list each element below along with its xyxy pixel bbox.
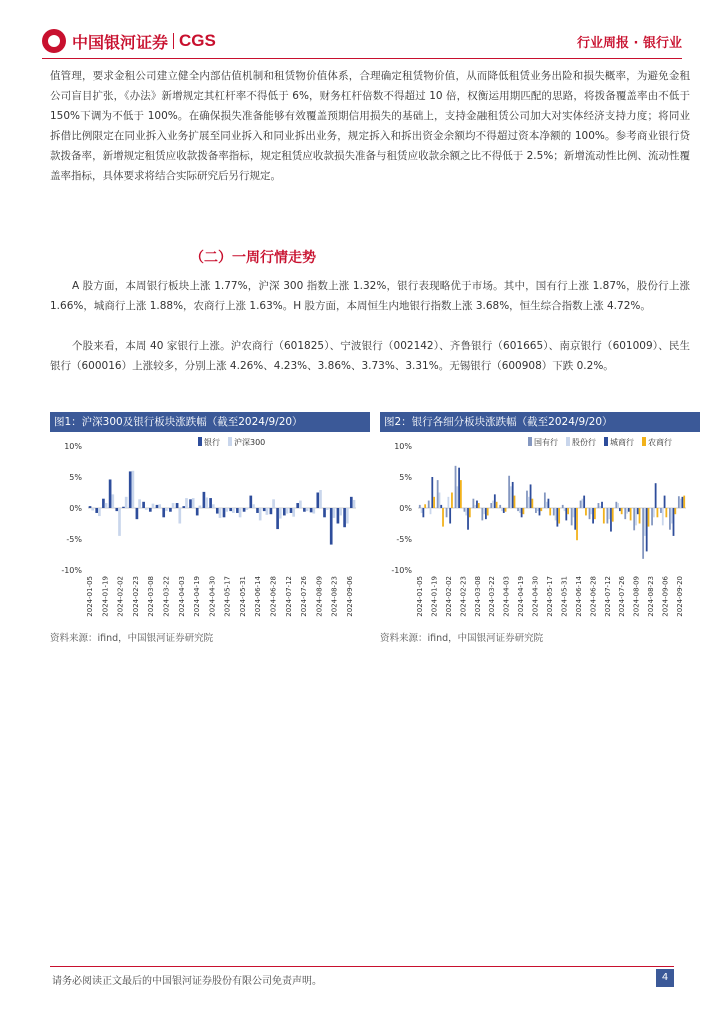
chart-2-ytick-label: -10% (391, 566, 412, 575)
chart-2-bar (478, 503, 480, 508)
chart-2-bar (660, 508, 662, 513)
chart-1-bar (165, 508, 168, 511)
chart-2-bar (612, 508, 614, 522)
chart-2-xtick-label: 2024-08-23 (647, 576, 656, 617)
chart-1-bar (350, 497, 353, 508)
chart-1-bar (118, 508, 121, 536)
chart-2-bar (421, 508, 423, 513)
chart-1-bar (209, 498, 212, 508)
chart-2-xtick-label: 2024-02-02 (444, 576, 453, 617)
chart-2-bar (467, 508, 469, 530)
chart-2-xtick-label: 2024-07-26 (618, 576, 627, 617)
chart-2-bar (490, 503, 492, 508)
chart-1-bar (353, 500, 356, 508)
chart-2-bar (624, 508, 626, 519)
chart-1-bar (243, 508, 246, 512)
chart-1-bar (142, 502, 145, 508)
chart-2-plot (380, 432, 700, 628)
logo-en-text: CGS (179, 31, 216, 50)
chart-2-bar (487, 508, 489, 515)
chart-2-legend-swatch (566, 437, 570, 446)
chart-1-bar (199, 506, 202, 508)
chart-1-xtick-label: 2024-01-05 (86, 576, 94, 617)
chart-2-bar (669, 508, 671, 530)
chart-2-xtick-label: 2024-04-03 (502, 576, 511, 617)
chart-2-bar (680, 499, 682, 508)
chart-1-xtick-label: 2024-04-03 (177, 576, 186, 617)
body-paragraph-2: A 股方面，本周银行板块上涨 1.77%，沪深 300 指数上涨 1.32%，银行表现略优于市场。其中，国有行上涨 1.87%，股份行上涨 1.66%，城商行上涨 1.88%，农商行上涨 1.63%。H 股方面，本周恒生内地银行指数上涨 3.68%，恒生综合指数上涨 4.72%。 (50, 280, 690, 312)
logo-mark-icon (42, 29, 66, 53)
chart-2-bar (528, 497, 530, 508)
chart-2-bar (633, 508, 635, 530)
chart-1-bar (245, 508, 248, 510)
chart-2-bar (531, 499, 533, 508)
chart-1-xtick-label: 2024-07-12 (284, 576, 293, 617)
chart-2-bar (505, 508, 507, 512)
chart-1-bar (229, 508, 232, 511)
chart-2-bar (544, 493, 546, 509)
chart-1-bar (303, 508, 306, 512)
chart-2-legend-label: 城商行 (610, 438, 634, 447)
chart-2-bar (548, 499, 550, 508)
chart-2-bar (567, 508, 569, 514)
chart-2-bar (437, 480, 439, 508)
chart-2-bar (539, 508, 541, 515)
chart-1-bar (203, 492, 206, 508)
chart-2-title: 图2：银行各细分板块涨跌幅（截至2024/9/20） (380, 412, 700, 432)
chart-2-xtick-label: 2024-03-08 (473, 576, 482, 617)
chart-1-bar (270, 508, 273, 514)
chart-1-bar (136, 508, 139, 519)
chart-2-xtick-label: 2024-09-20 (676, 576, 684, 617)
chart-2-bar (512, 482, 514, 508)
chart-2-bar (635, 508, 637, 525)
body-paragraph-1: 值管理，要求金租公司建立健全内部估值机制和租赁物价值体系，合理确定租赁物价值，从而降低租赁业务出险和损失概率，为避免金租公司盲目扩张，《办法》新增规定其杠杆率不得低于 6%，财务杠杆倍数不得超过 10 倍，权衡运用期匹配的思路，将拨备覆盖率由不低于 150%下调为不低于 100%。在确保损失准备能够有效覆盖预期信用损失的基础上，支持金融租赁公司加大对实体经济支持力度；将同业拆借比例限定在同业拆入业务扩展至同业拆入和同业拆出业务，规定拆入和拆出资金余额均不得超过资本净额的 100%。参考商业银行贷款拨备率，新增规定租赁应收款拨备率指标，规定租赁应收款损失准备与租赁应收款余额之比不得低于 2.5%；新增流动性比例、流动性覆盖率指标，具体要求将结合实际研究后另行规定。 (50, 70, 690, 182)
chart-1-bar (162, 508, 165, 517)
chart-1-ytick-label: 5% (69, 473, 82, 482)
chart-1-bar (223, 508, 226, 517)
chart-2-bar (574, 508, 576, 530)
chart-2-bar (603, 508, 605, 524)
chart-1-bar (316, 493, 319, 509)
chart-1-bar (125, 497, 128, 508)
chart-1-xtick-label: 2024-03-22 (162, 576, 171, 617)
chart-1-bar (219, 508, 222, 518)
chart-2-bar (530, 484, 532, 508)
chart-1-bar (98, 508, 101, 516)
chart-1-bar (266, 508, 269, 515)
chart-2-bar (565, 508, 567, 520)
chart-2-bar (556, 508, 558, 527)
chart-2 (380, 412, 700, 647)
chart-2-bar (431, 477, 433, 508)
chart-1-source: 资料来源：ifind，中国银河证券研究院 (50, 633, 214, 644)
chart-2-xtick-label: 2024-08-09 (632, 576, 641, 617)
chart-2-legend-label: 农商行 (648, 438, 672, 447)
chart-1-bar (290, 508, 293, 513)
chart-1-xtick-label: 2024-01-19 (101, 576, 110, 617)
chart-2-bar (483, 508, 485, 514)
header-divider (42, 58, 682, 59)
chart-2-bar (424, 504, 426, 508)
chart-2-ytick-label: 10% (394, 442, 412, 451)
chart-2-xtick-label: 2024-06-14 (574, 576, 583, 617)
chart-2-bar (555, 508, 557, 520)
chart-2-ytick-label: 0% (399, 504, 412, 513)
chart-1-legend-label: 银行 (204, 438, 220, 447)
chart-2-bar (648, 508, 650, 527)
chart-1-legend-swatch (198, 437, 202, 446)
chart-2-bar (642, 508, 644, 559)
chart-1-legend-label: 沪深300 (234, 438, 266, 447)
chart-2-bar (615, 502, 617, 508)
chart-2-bar (683, 496, 685, 508)
chart-2-bar (630, 508, 632, 520)
chart-2-legend-swatch (642, 437, 646, 446)
chart-2-bar (637, 508, 639, 514)
chart-1-bar (333, 508, 336, 518)
chart-2-bar (499, 505, 501, 508)
chart-2-ytick-label: 5% (399, 473, 412, 482)
footer-divider (50, 966, 674, 967)
report-category: 行业周报 · 银行业 (577, 36, 682, 51)
chart-2-bar (646, 508, 648, 551)
logo-cn-text: 中国银河证券 (72, 32, 169, 52)
chart-2-bar (644, 508, 646, 536)
chart-2-xtick-label: 2024-05-31 (560, 576, 569, 617)
chart-2-bar (474, 505, 476, 508)
chart-2-bar (472, 499, 474, 508)
chart-1-bar (339, 508, 342, 515)
chart-2-bar (496, 502, 498, 508)
chart-1-bar (286, 508, 289, 514)
chart-1-bar (306, 508, 309, 511)
chart-2-bar (608, 508, 610, 519)
chart-2-bar (617, 503, 619, 508)
chart-1-xtick-label: 2024-08-23 (330, 576, 339, 617)
chart-1-bar (346, 508, 349, 524)
chart-2-bar (508, 476, 510, 508)
chart-2-bar (674, 508, 676, 514)
chart-2-bar (501, 508, 503, 511)
chart-2-bar (537, 508, 539, 511)
chart-1-xtick-label: 2024-05-17 (223, 576, 232, 617)
chart-2-source: 资料来源：ifind，中国银河证券研究院 (380, 633, 544, 644)
chart-2-bar (682, 497, 684, 508)
chart-1-bar (129, 471, 132, 508)
chart-1-bar (310, 508, 313, 512)
chart-2-bar (673, 508, 675, 536)
chart-1-bar (283, 508, 286, 515)
chart-2-bar (601, 502, 603, 508)
chart-1-bar (312, 508, 315, 514)
chart-1-legend-swatch (228, 437, 232, 446)
chart-2-bar (523, 508, 525, 514)
chart-1-bar (178, 508, 181, 524)
chart-2-bar (464, 508, 466, 512)
chart-2-bar (564, 508, 566, 511)
chart-2-bar (621, 508, 623, 514)
chart-2-bar (581, 499, 583, 508)
chart-2-xtick-label: 2024-09-06 (661, 576, 670, 617)
chart-2-xtick-label: 2024-02-23 (459, 576, 468, 617)
chart-2-bar (553, 508, 555, 515)
chart-2-bar (599, 506, 601, 508)
chart-1-bar (236, 508, 239, 513)
chart-1-bar (239, 508, 242, 517)
chart-2-bar (476, 501, 478, 508)
chart-1-xtick-label: 2024-03-08 (147, 576, 156, 617)
chart-1-bar (249, 496, 252, 508)
chart-2-xtick-label: 2024-03-22 (488, 576, 497, 617)
chart-2-legend-swatch (528, 437, 532, 446)
chart-2-bar (657, 508, 659, 517)
chart-2-bar (590, 508, 592, 514)
chart-1-bar (122, 507, 125, 508)
chart-2-bar (610, 508, 612, 532)
chart-2-xtick-label: 2024-05-17 (546, 576, 554, 617)
chart-2-bar (419, 505, 421, 508)
chart-1-plot (50, 432, 370, 628)
chart-1-bar (196, 508, 199, 515)
chart-2-bar (592, 508, 594, 524)
chart-1-bar (138, 499, 141, 508)
chart-2-bar (451, 493, 453, 509)
chart-1-bar (299, 501, 302, 508)
chart-2-bar (465, 508, 467, 515)
chart-1-ytick-label: -10% (61, 566, 82, 575)
chart-2-bar (510, 486, 512, 508)
chart-2-bar (594, 508, 596, 519)
page-header (0, 0, 724, 60)
chart-2-bar (458, 468, 460, 508)
chart-2-bar (469, 508, 471, 517)
chart-2-bar (535, 508, 537, 513)
chart-2-bar (583, 496, 585, 508)
chart-2-bar (546, 502, 548, 508)
chart-1-bar (102, 499, 105, 508)
chart-1-ytick-label: 0% (69, 504, 82, 513)
chart-2-bar (651, 508, 653, 525)
chart-1-bar (232, 508, 235, 513)
chart-2-bar (521, 508, 523, 517)
chart-1-bar (145, 508, 148, 510)
chart-1-xtick-label: 2024-08-09 (315, 576, 324, 617)
chart-2-bar (573, 508, 575, 517)
chart-1-bar (95, 508, 98, 513)
chart-2-bar (576, 508, 578, 540)
chart-1-bar (109, 479, 112, 508)
chart-1-bar (152, 504, 155, 508)
chart-2-bar (562, 505, 564, 508)
chart-2-bar (662, 508, 664, 525)
chart-2-bar (440, 505, 442, 508)
chart-2-bar (517, 508, 519, 511)
chart-2-bar (428, 501, 430, 508)
body-paragraph-3: 个股来看，本周 40 家银行上涨。沪农商行（601825）、宁波银行（002142）、齐鲁银行（601665）、南京银行（601009）、民生银行（600016）上涨较多，分别上涨 4.26%、4.23%、3.86%、3.73%、3.31%。无锡银行（600908）下跌 0.2%。 (50, 340, 690, 372)
chart-1-bar (172, 503, 175, 508)
chart-2-bar (549, 508, 551, 515)
chart-2-bar (422, 508, 424, 517)
chart-1-bar (272, 499, 275, 508)
chart-1-bar (276, 508, 279, 529)
chart-2-bar (519, 508, 521, 513)
chart-2-ytick-label: -5% (396, 535, 412, 544)
footer-disclaimer: 请务必阅读正文最后的中国银河证券股份有限公司免责声明。 (52, 976, 322, 987)
chart-1-xtick-label: 2024-04-19 (193, 576, 202, 617)
chart-1-bar (225, 508, 228, 512)
chart-1-bar (323, 508, 326, 517)
chart-2-bar (589, 508, 591, 519)
company-logo (42, 29, 216, 53)
chart-1-xtick-label: 2024-02-23 (131, 576, 140, 617)
chart-1-xtick-label: 2024-07-26 (300, 576, 309, 617)
chart-2-bar (442, 508, 444, 527)
chart-2-xtick-label: 2024-07-12 (603, 576, 612, 617)
chart-1-bar (105, 503, 108, 508)
chart-2-bar (447, 497, 449, 508)
chart-2-xtick-label: 2024-06-28 (589, 576, 598, 617)
chart-2-bar (455, 466, 457, 508)
chart-2-legend-label: 股份行 (572, 438, 596, 447)
chart-2-xtick-label: 2024-01-19 (430, 576, 439, 617)
chart-1-xtick-label: 2024-09-06 (346, 576, 354, 617)
chart-2-bar (585, 508, 587, 515)
chart-1-bar (337, 508, 340, 524)
chart-1-bar (185, 498, 188, 508)
chart-1-bar (115, 508, 118, 511)
chart-2-bar (446, 508, 448, 517)
chart-2-bar (439, 493, 441, 509)
chart-2-bar (526, 491, 528, 508)
chart-2-bar (580, 501, 582, 508)
chart-1-bar (330, 508, 333, 545)
chart-2-legend-swatch (604, 437, 608, 446)
chart-1-bar (89, 506, 92, 508)
chart-2-bar (655, 483, 657, 508)
chart-1-xtick-label: 2024-05-31 (238, 576, 247, 617)
chart-2-bar (664, 496, 666, 508)
chart-1-bar (156, 505, 159, 508)
chart-1-bar (212, 504, 215, 508)
chart-2-bar (653, 508, 655, 517)
chart-1-bar (91, 508, 94, 510)
chart-2-xtick-label: 2024-04-30 (531, 576, 540, 617)
chart-1-bar (319, 490, 322, 508)
chart-2-bar (433, 497, 435, 508)
chart-2-bar (503, 508, 505, 513)
chart-1-bar (296, 503, 299, 508)
chart-1-bar (256, 508, 259, 513)
chart-2-bar (492, 501, 494, 508)
chart-1-bar (259, 508, 262, 520)
chart-1-xtick-label: 2024-06-28 (269, 576, 278, 617)
chart-1-bar (111, 494, 114, 508)
chart-2-bar (540, 508, 542, 511)
chart-1-title: 图1：沪深300及银行板块涨跌幅（截至2024/9/20） (50, 412, 370, 432)
chart-1-bar (292, 508, 295, 517)
chart-1-bar (279, 508, 282, 519)
chart-2-bar (558, 508, 560, 524)
chart-1-bar (176, 503, 179, 508)
chart-1-bar (216, 508, 219, 514)
chart-2-bar (430, 508, 432, 514)
chart-1 (50, 412, 370, 647)
chart-2-bar (628, 508, 630, 512)
chart-2-xtick-label: 2024-04-19 (517, 576, 526, 617)
chart-2-bar (571, 508, 573, 525)
chart-1-bar (189, 499, 192, 508)
chart-1-bar (169, 508, 172, 512)
chart-1-bar (132, 471, 135, 508)
chart-2-bar (598, 503, 600, 508)
page-number: 4 (656, 969, 674, 987)
chart-2-xtick-label: 2024-01-05 (416, 576, 424, 617)
chart-2-bar (665, 508, 667, 517)
chart-2-bar (456, 486, 458, 508)
chart-1-bar (343, 508, 346, 527)
chart-1-bar (326, 508, 329, 510)
chart-1-bar (205, 497, 208, 508)
chart-1-bar (252, 504, 255, 508)
chart-1-bar (182, 506, 185, 508)
chart-2-bar (514, 496, 516, 508)
chart-2-bar (494, 494, 496, 508)
chart-2-bar (606, 508, 608, 524)
chart-1-ytick-label: -5% (66, 535, 82, 544)
chart-1-bar (263, 508, 266, 511)
chart-2-legend-label: 国有行 (534, 438, 558, 447)
chart-1-ytick-label: 10% (64, 442, 82, 451)
chart-2-bar (460, 480, 462, 508)
chart-2-bar (678, 496, 680, 508)
chart-1-bar (192, 498, 195, 508)
chart-1-xtick-label: 2024-06-14 (254, 576, 263, 617)
chart-2-bar (485, 508, 487, 519)
chart-1-xtick-label: 2024-02-02 (116, 576, 125, 617)
chart-1-xtick-label: 2024-04-30 (208, 576, 217, 617)
logo-separator (173, 33, 174, 49)
chart-2-bar (639, 508, 641, 524)
chart-1-bar (149, 508, 152, 512)
chart-2-bar (626, 508, 628, 514)
chart-2-bar (449, 508, 451, 524)
chart-2-bar (671, 508, 673, 524)
section-title: （二）一周行情走势 (190, 250, 316, 266)
chart-2-bar (619, 508, 621, 511)
chart-2-bar (481, 508, 483, 520)
chart-1-bar (158, 504, 161, 508)
